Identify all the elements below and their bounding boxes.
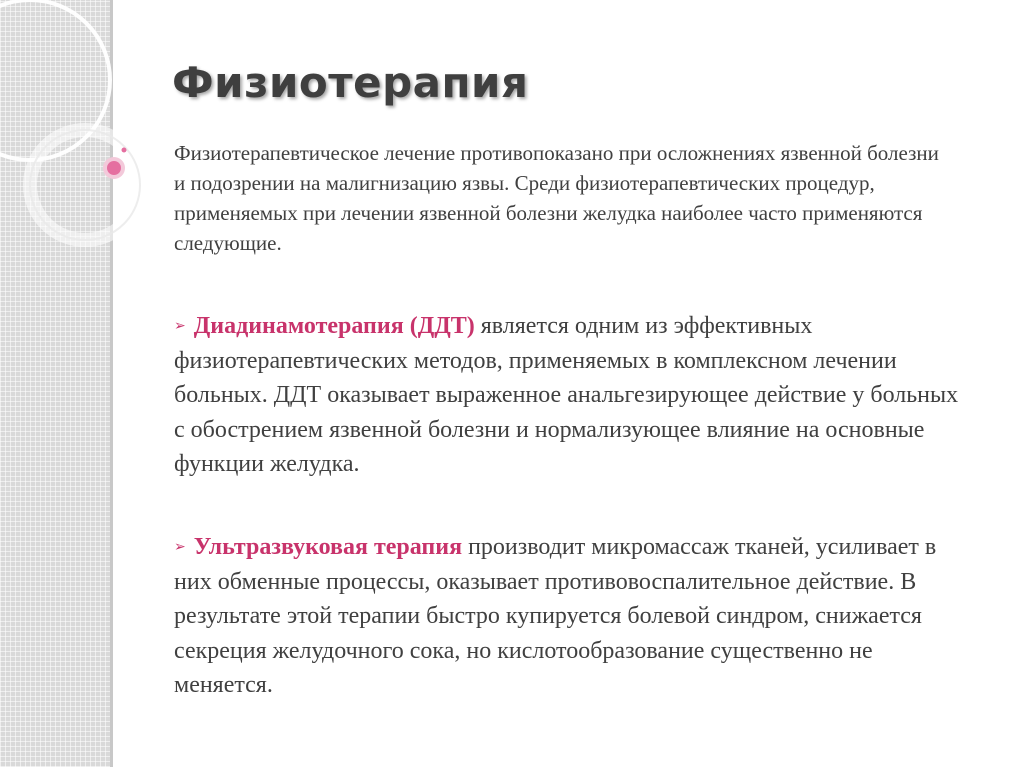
intro-paragraph: Физиотерапевтическое лечение противопоказано при осложнениях язвенной болезни и подозрении на малигнизацию язвы. Среди физиотерапевтических процедур, применяемых при лечении язвенной болезни желудка наиболее часто применяются следующие. (174, 141, 939, 255)
bullet-term-ultrasound: Ультразвуковая терапия (193, 534, 463, 560)
bullet-ddt (174, 309, 974, 482)
slide-title: Физиотерапия (172, 58, 529, 107)
left-decorative-band (0, 0, 112, 767)
pink-dot-small (122, 148, 127, 153)
bullet-arrow-icon: ➢ (174, 539, 186, 555)
bullet-term-ddt: Диадинамотерапия (ДДТ) (193, 313, 475, 339)
bullet-text-ultrasound: производит микромассаж тканей, усиливает в них обменные процессы, оказывает противовоспалительное действие. В результате этой терапии быстро купируется болевой синдром, снижается секреция желудочного сока, но кислотообразование существенно не меняется. (174, 534, 937, 698)
bullet-arrow-icon: ➢ (174, 318, 186, 334)
bullet-ultrasound (174, 530, 974, 703)
bullet-text-ddt: является одним из эффективных физиотерапевтических методов, применяемых в комплексном лечении больных. ДДТ оказывает выраженное анальгезирующее действие у больных с обострением язвенной болезни и нормализующее влияние на основные функции желудка. (174, 313, 959, 477)
band-edge-divider (110, 0, 113, 767)
